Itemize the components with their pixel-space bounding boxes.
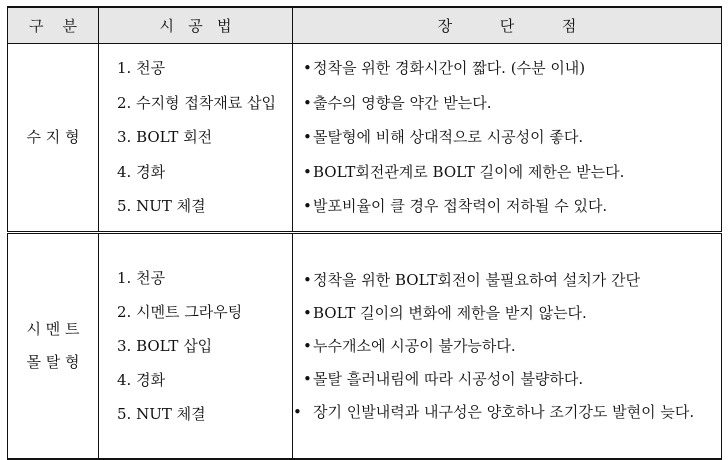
category-cell	[8, 44, 99, 233]
point-text: 장기 인발내력과 내구성은 양호하나 조기강도 발현이 늦다.	[313, 402, 695, 421]
method-steps-list	[117, 261, 292, 431]
point-text: 정착을 위한 BOLT회전이 불필요하여 설치가 간단	[313, 270, 641, 289]
bullet-icon: •	[303, 270, 312, 289]
category-label: 몰 탈 형	[26, 353, 80, 371]
point-text: BOLT 길이의 변화에 제한을 받지 않는다.	[313, 303, 587, 322]
method-cell	[99, 233, 293, 460]
method-step: 1. 천공	[117, 269, 166, 287]
pros-cons-cell	[293, 233, 722, 460]
list-item	[303, 155, 721, 190]
bullet-icon: •	[303, 93, 312, 112]
construction-method-table	[7, 6, 722, 460]
method-step: 3. BOLT 회전	[117, 128, 213, 147]
list-item	[303, 120, 721, 155]
bullet-icon: •	[293, 402, 302, 421]
list-item	[303, 86, 721, 121]
point-text: 몰탈 흘러내림에 따라 시공성이 불량하다.	[313, 369, 584, 388]
point-text: BOLT회전관계로 BOLT 길이에 제한은 받는다.	[313, 162, 625, 181]
table-header-row	[8, 7, 722, 44]
table-row	[8, 44, 722, 233]
method-steps-list	[117, 51, 292, 224]
method-step: 2. 수지형 접착재료 삽입	[117, 93, 277, 112]
list-item	[303, 297, 721, 330]
list-item	[303, 330, 721, 363]
method-step: 5. NUT 체결	[117, 405, 206, 423]
category-label: 수 지 형	[26, 128, 80, 146]
point-text: 정착을 위한 경화시간이 짧다. (수분 이내)	[313, 59, 586, 78]
header-method: 시 공 법	[99, 7, 293, 44]
pros-cons-list	[303, 51, 721, 224]
bullet-icon: •	[303, 369, 312, 388]
list-item	[303, 189, 721, 224]
point-text: 발포비율이 클 경우 접착력이 저하될 수 있다.	[313, 197, 608, 216]
point-text: 누수개소에 시공이 불가능하다.	[313, 336, 516, 355]
bullet-icon: •	[303, 197, 312, 216]
method-step: 1. 천공	[117, 59, 166, 78]
bullet-icon: •	[303, 303, 312, 322]
bullet-icon: •	[303, 128, 312, 147]
pros-cons-cell	[293, 44, 722, 233]
category-cell	[8, 233, 99, 460]
header-category: 구 분	[8, 7, 99, 44]
list-item	[303, 264, 721, 297]
method-step: 4. 경화	[117, 162, 166, 181]
method-step: 5. NUT 체결	[117, 197, 206, 216]
bullet-icon: •	[303, 59, 312, 78]
pros-cons-list	[293, 264, 721, 429]
category-label: 시 멘 트	[26, 320, 80, 338]
list-item	[293, 396, 721, 429]
method-step: 2. 시멘트 그라우팅	[117, 303, 243, 321]
method-step: 4. 경화	[117, 371, 166, 389]
point-text: 출수의 영향을 약간 받는다.	[313, 93, 492, 112]
method-cell	[99, 44, 293, 233]
point-text: 몰탈형에 비해 상대적으로 시공성이 좋다.	[313, 128, 584, 147]
header-pros-cons: 장 단 점	[293, 7, 722, 44]
list-item	[303, 51, 721, 86]
table-row	[8, 233, 722, 460]
method-step: 3. BOLT 삽입	[117, 337, 213, 355]
bullet-icon: •	[303, 162, 312, 181]
bullet-icon: •	[303, 336, 312, 355]
list-item	[303, 363, 721, 396]
